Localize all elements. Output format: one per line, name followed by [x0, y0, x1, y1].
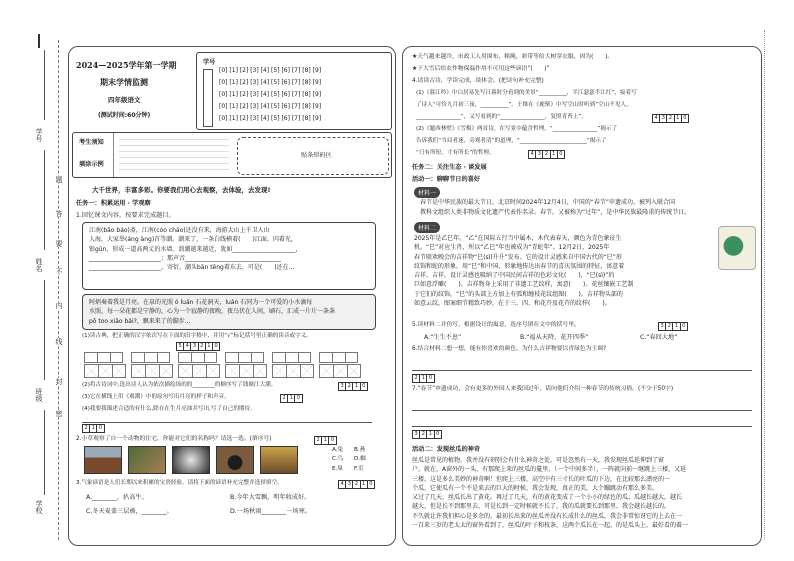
passage-line: 不久就让许我们担心是多余的。最初长出来的丝瓜并没有长成什么的丝瓜，我会非常惊讶它的上去在一 [412, 512, 683, 520]
photo-bird-nest [128, 446, 166, 474]
material2-line: 于它们的纹饰，“巳”的头部上方加上有弧和缠枝花纹组图( )。吉祥物头部的 [414, 290, 623, 298]
q4-line: 告诉我们“当局者迷，旁观者清”的道理，“________________________”揭示了 [416, 138, 607, 144]
q4-line: (1)《暮江吟》中白居易先写日暮时分看到的美景“__________，半江瑟瑟半江红”，接着写 [416, 90, 637, 96]
q3-text: 3.气象谚语是人们长期以来积累的宝贵经验。请将下面的谚语补充完整并选择填空。 [76, 480, 283, 486]
passage1-line: ________________________；那声音________________________________ [89, 254, 282, 262]
passage-line: 丝瓜是常见的植物，我并没有刻别会有什么神奇之处。可是忽然有一天，我发现丝瓜延伸到了窗 [412, 457, 665, 464]
proverb-c: C.冬天麦盖三层被，________。 [86, 508, 173, 515]
passage2-box [82, 294, 376, 330]
passage-line: 三楼。这是多么美妙的神奇啊！但爬上三楼，高空中有三寸长的叶瓜的下边，在比较那么漂亮的一 [412, 475, 671, 483]
option: E.巢 [332, 465, 343, 472]
score-box-q1-3: 2 1 0 [280, 394, 303, 403]
material2-line: 如意云纹，图案细节精致巧妙，在于三、四、和花卉及花卉的纹样( )。 [414, 300, 611, 308]
barcode-label: 贴条形码区 [301, 152, 332, 159]
material1-line: 春节是中华民族的最大节日。北京时间2024年12月4日，中国的“春节”申遗成功，被列入联合国 [420, 199, 675, 206]
passage2-line: 阿炳奏着我是月亮。在泉的光照 ó luán 石花洞天，luán 石同为一个可爱的小水滴每 [89, 299, 313, 306]
q1-text: 1.回忆课文内容，按要求完成题目。 [76, 212, 175, 219]
r-top-line: ★天气越来越冷，市政工人用围布，粗绳，彩带等给大树穿衣服，因为( )。 [412, 54, 614, 60]
q5-option-b: B.“福从天降，花开四季” [520, 334, 589, 341]
line-xingming [44, 150, 45, 250]
r-top-line: ★下大雪后给农作物保温作用不可用这些谚语“( )” [412, 66, 550, 72]
passage-line: 户，就在，A窗外的一头，有那爬上来的丝瓜的蔓里，（一个中间多半），一阵就向前一继跳上三楼，又延 [412, 466, 687, 474]
passage1-box [82, 222, 376, 290]
animal-pictures [84, 446, 298, 474]
passage-line: 又过了几天，丝瓜长出了黄花。再过了几天，有的黄花变成了一个小小的绿色的瓜。瓜越长越大，越长 [412, 494, 683, 502]
id-write-boxes[interactable] [203, 69, 213, 127]
score-box-q1-4: 2 1 0 [82, 424, 105, 433]
passage1-line: 江南(bǎo báo)斋，江南(cóo cháo)还没有来，海游大山上千卫人山 [89, 227, 270, 234]
score-box-q7: 3 2 1 0 [412, 430, 442, 439]
label-xingming: 姓名 [35, 258, 43, 272]
exam-title: 期末学情监测 [100, 78, 148, 87]
passage-loofah [412, 456, 756, 530]
score-box-q4-2: 4 3 2 1 0 [528, 150, 565, 159]
mascot-snake-icon [718, 226, 756, 270]
passage2-line: pō too xiǎo bái?，飘来来了的脚步... [89, 317, 191, 325]
student-id-grid [196, 52, 392, 130]
label-xuehao: 学号 [35, 128, 43, 142]
cut-char: 答 [55, 210, 63, 217]
label-xuexiao: 学校 [35, 500, 43, 514]
right-edge-holes [764, 30, 768, 540]
cut-char: 题 [55, 176, 63, 183]
pinyin-grid[interactable] [319, 352, 358, 363]
option: A.兔 [332, 447, 344, 453]
exam-year: 2024—2025学年第一学期 [76, 60, 177, 70]
answer-line[interactable] [412, 426, 752, 427]
label-banji: 班级 [35, 388, 43, 402]
material1-tag: 材料一 [414, 187, 440, 198]
q4-line: 了诗人“可怜九月初三夜，__________”。王维在《鹿柴》中写空山时听到“空山不见人， [416, 102, 632, 108]
score-box-q1-1: 5 4 3 2 1 0 [176, 342, 220, 351]
q5-option-a: A.“生生不息” [424, 334, 462, 341]
photo-beehive [260, 446, 298, 474]
material2-text [414, 234, 714, 308]
char-grid[interactable] [131, 364, 173, 378]
activity1-title: 活动一：聊聊节日的喜好 [412, 176, 481, 183]
q5-text: 5.读材料二并仿写，根据设计的寓意，选序号填在文中的括号里。 [412, 322, 580, 328]
passage1-line: 人海，大家举(áng àng)首等潮。潮来了，一条白线横着( )江面，闪着光， [89, 236, 297, 244]
material2-tag: 材料二 [414, 222, 440, 233]
char-grid[interactable] [272, 364, 314, 378]
answer-line[interactable] [412, 370, 752, 371]
q2-text: 2.小草观察了自一个动物的住宅，你能对它们的名称吗？请选一选。(填序号) [76, 436, 272, 442]
id-row[interactable]: [0] [1] [2] [3] [4] [5] [6] [7] [8] [9] [219, 79, 322, 86]
id-row[interactable]: [0] [1] [2] [3] [4] [5] [6] [7] [8] [9] [219, 115, 322, 122]
char-grid[interactable] [319, 364, 361, 378]
sample-label: 填涂示例 [79, 161, 104, 168]
notice-divider [113, 133, 114, 177]
material2-line: 巨如意浮雕( )。吉祥物身上采用了非遗工艺纹样，寓意( )。花丝镶嵌工艺制 [414, 281, 634, 289]
material2-line: 春节联欢晚会的吉祥物“巳(sì)升升”发布。它的设计灵感来自中国古代的“巳”形 [414, 253, 622, 261]
photo-cave [216, 446, 254, 474]
score-box-q2: 2 1 0 [314, 436, 337, 445]
passage1-line: 银gūn，形成一道高两丈的水墙。浪潮越来越近，犹如_____________________， [89, 245, 302, 253]
q1-sub1: (1)读古典，把正确的汉字依次写在下面的田字格中，并用“√”标记括号里正确的读音或字义。 [82, 333, 312, 339]
material2-line: 机。“巳”对应生肖，所以“乙巳”年也被成为“青蛇年”。12月2日，2025年 [414, 244, 610, 252]
passage-line: 越大，但是长不到那里去，可是长到一定时候就不长了，我的瓜就要长到那里，我会越长越长的。 [412, 503, 671, 511]
cut-char: 封 [55, 378, 63, 385]
option: C.鸟 [332, 456, 344, 463]
pinyin-grid[interactable] [272, 352, 311, 363]
line-xuexiao [44, 410, 45, 495]
q4-text: 4.请读古诗，学读完成，谈体会。(把诗句补充完整) [412, 78, 544, 84]
cut-char: 线 [55, 338, 63, 345]
score-box-q4-1: 4 3 2 1 0 [652, 114, 689, 123]
line-banji [44, 280, 45, 380]
q7-text: 7.“春节”申遗成功，会有更多的外国人来我国过年，请向他们介绍一种春节的传统习俗。(不少于50字) [412, 386, 674, 392]
char-grid[interactable] [178, 364, 220, 378]
exam-time: (测试时间:60分钟) [98, 112, 151, 119]
passage1-line: ________________________。寄衍，潮头bān tēng着东去，可是( )还在... [89, 264, 295, 272]
passage-line: 一百来三岁的老太太的窗外看到了，丝瓜的叶子和枝条，这两个瓜长在一起，的是瓜头上，最好看的着一 [412, 522, 689, 530]
passage2-line: 水照，每一朵花都是宁静的，心为一个寂静的夜晚，夜乌伏在人间，刷石，汇成一片片一条条 [89, 308, 336, 316]
option: F.室 [354, 465, 364, 472]
photo-spider-web [172, 446, 210, 474]
pinyin-grid[interactable] [84, 352, 123, 363]
answer-line[interactable] [82, 422, 372, 423]
option: B.燕 [354, 447, 366, 453]
notice-box [72, 132, 392, 178]
proverb-d: D.一场秋雨________一场寒。 [230, 508, 311, 515]
option: D.蜘 [354, 456, 366, 463]
binding-strip [0, 0, 62, 561]
score-box-q3: 4 3 2 1 0 [338, 480, 375, 489]
notice-text-lines [119, 139, 229, 173]
notice-label: 考生须知 [79, 139, 104, 146]
answer-line[interactable] [412, 410, 752, 411]
q1-sub2: (2)将古诗词中,选出诗人认为依次描绘场的的________的顺序写了钱塘江大潮。 [82, 382, 277, 388]
q4-line: “只有所短，寸有所长”的哲理。 [416, 150, 495, 156]
task2-title: 任务二：关注生态 · 谈发展 [412, 164, 487, 171]
xuehao-label: 学号 [203, 59, 216, 66]
cut-char: 要 [55, 240, 63, 247]
binding-top-mark [38, 34, 40, 48]
material2-line: 纹饰和蛇的形象，用“巳”和中国，形象地传达出春节的喜庆氛围的特征，寓意着 [414, 262, 625, 270]
q1-sub3: (3)它在横线上用《观潮》中的原句写出月亮的样子和声音。 [82, 394, 230, 400]
q2-options [332, 446, 376, 474]
passage-line: 个瓜，它使瓜有一个不是来去的巨大的时候，我会发现，真正的美，大个蹦跳动有那么多美。 [412, 484, 659, 492]
cut-line [58, 40, 59, 540]
proverb-b: B.今年大雪飘，明年收成好。 [230, 494, 311, 501]
proverb-a: A.________，扒高牛。 [86, 494, 148, 501]
id-row[interactable]: [0] [1] [2] [3] [4] [5] [6] [7] [8] [9] [219, 103, 322, 110]
q1-sub4: (4)我要我描述合适的有什么,除在在生月亮油并写出,写了自己的期待。 [82, 406, 256, 412]
pinyin-grid[interactable] [131, 352, 170, 363]
intro-text: 大千世界，丰富多彩。你要我们用心去观察，去体验，去发现! [92, 186, 271, 194]
char-grid[interactable] [84, 364, 126, 378]
score-box-q6: 2 1 0 [412, 374, 435, 383]
line-xuehao [44, 50, 45, 120]
pinyin-grid[interactable] [225, 352, 264, 363]
pinyin-row[interactable] [84, 352, 358, 363]
q4-line: (2)《题西林壁》《雪梅》两首诗，在写景中蕴含哲理。“________________”揭示了 [416, 126, 618, 132]
pinyin-grid[interactable] [178, 352, 217, 363]
cut-char: 内 [55, 302, 63, 309]
material2-line: 吉祥、吉祥，设计灵感也吸纳了中国民间吉祥的色彩文化( )，“巳(sì)”的 [414, 272, 615, 280]
activity2-title: 活动二：发现丝瓜的神奇 [412, 446, 481, 453]
id-row[interactable]: [0] [1] [2] [3] [4] [5] [6] [7] [8] [9] [219, 67, 322, 74]
char-grid[interactable] [225, 364, 267, 378]
exam-header [72, 52, 190, 130]
cut-char: 不 [55, 268, 63, 275]
q5-option-c: C.“春回大地” [640, 334, 678, 341]
material1-line: 教科文组织人类非物质文化遗产代表作名录。春节，又被称为“过年”，是中华民族最隆重的传统节日。 [420, 209, 691, 216]
material2-line: 2025年是乙巳年。“乙”在国际五行当中属木，木代表春天，颜色为青色象征生 [414, 235, 622, 242]
cut-char: 密 [55, 410, 63, 417]
task1-title: 任务一：积累运用 · 学观察 [76, 200, 151, 207]
q4-line: ________________”，又写看到的“________________，复照青苔上”。 [416, 114, 587, 120]
char-row[interactable] [84, 364, 361, 378]
exam-subject: 四年级语文 [108, 96, 141, 104]
photo-dog-house [84, 446, 122, 474]
score-box-q1-2: 3 2 1 0 [338, 382, 368, 391]
q6-text: 6.结合材料二想一想，能有你喜欢的颜色，为什么吉祥物要以青绿色为主调? [412, 346, 607, 352]
id-row[interactable]: [0] [1] [2] [3] [4] [5] [6] [7] [8] [9] [219, 91, 322, 98]
score-box-q5: 3 2 1 0 [658, 322, 688, 331]
